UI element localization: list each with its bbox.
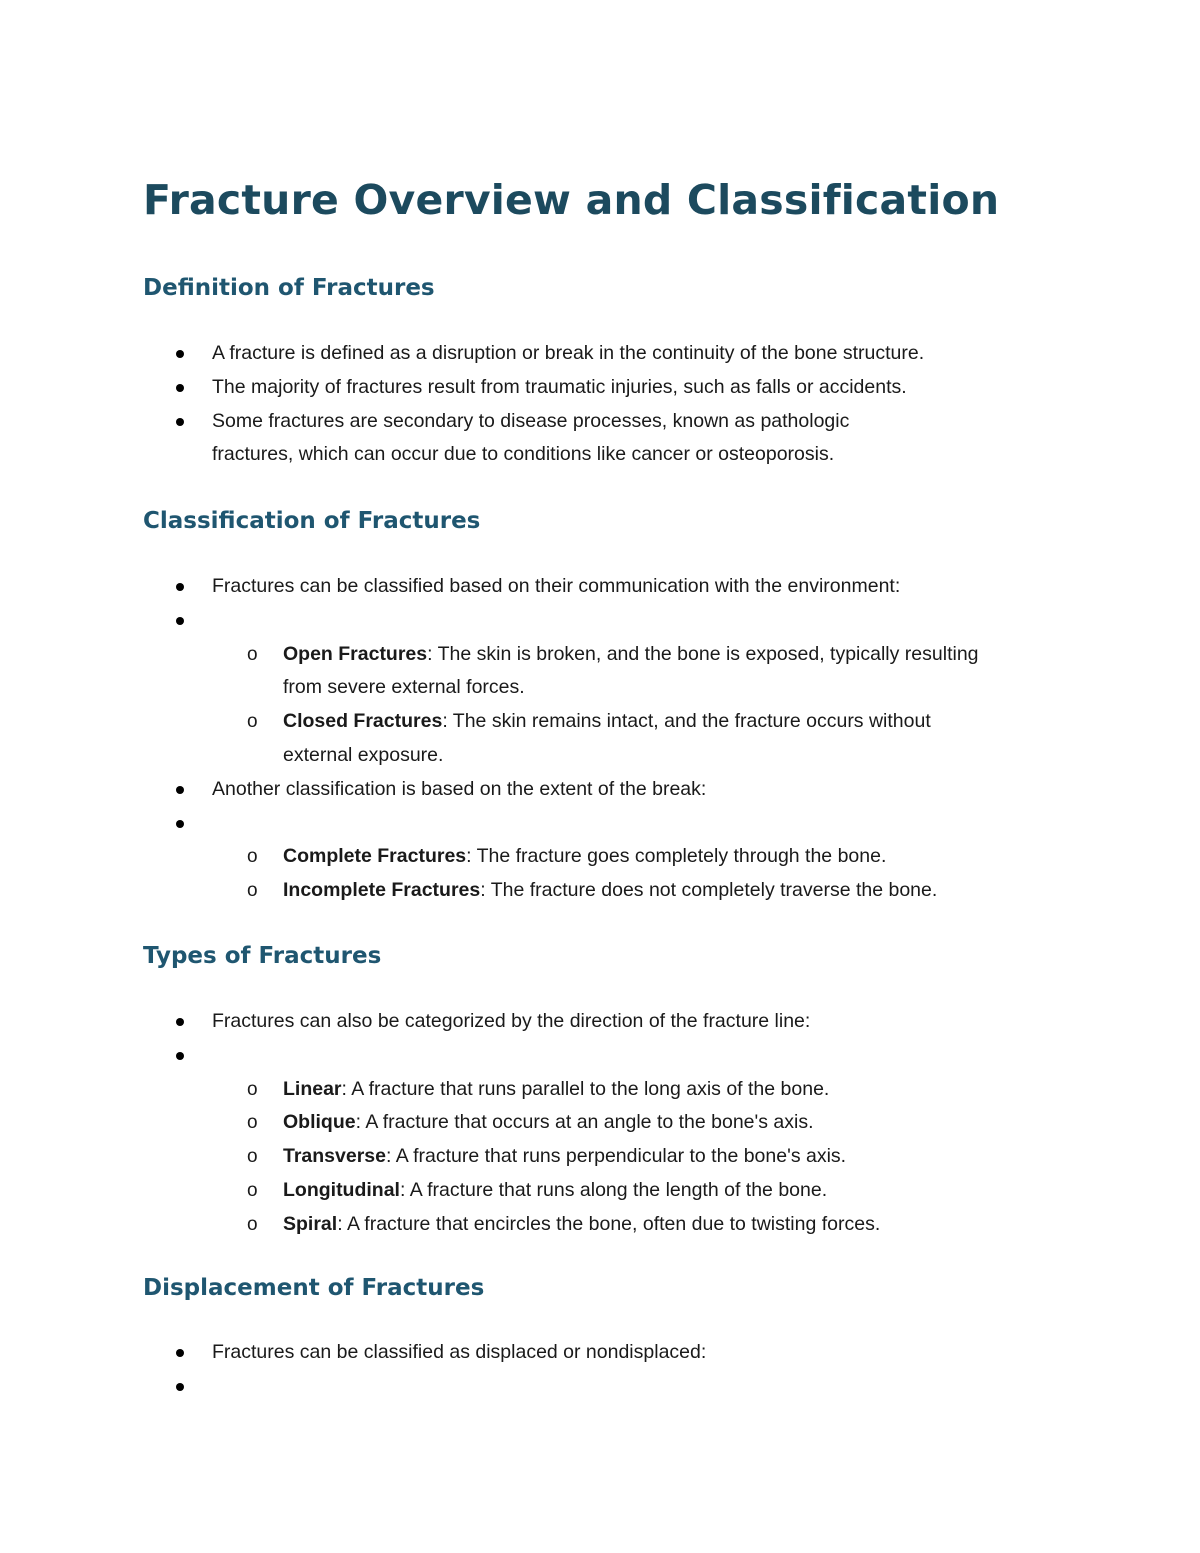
sublist-container [143,840,1063,908]
circle-bullet-icon: o [247,1078,258,1100]
bullet-icon [176,1383,184,1391]
sub-list-item: o Longitudinal: A fracture that runs along the length of the bone. [283,1174,1063,1208]
circle-bullet-icon: o [247,1146,258,1168]
circle-bullet-icon: o [247,1213,258,1235]
section-heading-displacement: Displacement of Fractures [143,1275,485,1301]
circle-bullet-icon: o [247,1179,258,1201]
classification-list [143,570,1063,908]
sublist [247,638,1063,773]
bullet-icon [176,418,184,426]
sublist [247,1073,1063,1242]
document-title: Fracture Overview and Classification [143,176,1000,224]
sub-list-item: o Incomplete Fractures: The fracture does not completely traverse the bone. [283,874,1063,908]
circle-bullet-icon: o [247,846,258,868]
section-heading-definition: Definition of Fractures [143,275,435,301]
list-item: Fractures can also be categorized by the direction of the fracture line: [143,1005,1063,1039]
bullet-icon [176,820,184,828]
sub-list-item: o Spiral: A fracture that encircles the bone, often due to twisting forces. [283,1208,1063,1242]
sublist-container [143,1073,1063,1242]
list-item [143,807,1063,841]
section-heading-types: Types of Fractures [143,943,382,969]
section-heading-classification: Classification of Fractures [143,508,481,534]
definition-list [143,337,1063,472]
bullet-icon [176,1052,184,1060]
list-item [143,604,1063,638]
list-item [143,1039,1063,1073]
list-item: The majority of fractures result from traumatic injuries, such as falls or accidents. [143,371,1063,405]
list-item: Another classification is based on the extent of the break: [143,773,1063,807]
sub-list-item: o Closed Fractures: The skin remains intact, and the fracture occurs without external exposure. [283,705,1003,773]
circle-bullet-icon: o [247,711,258,733]
list-item: Fractures can be classified as displaced or nondisplaced: [143,1336,1063,1370]
list-item [143,1370,1063,1404]
sub-list-item: o Linear: A fracture that runs parallel to the long axis of the bone. [283,1073,1063,1107]
sublist [247,840,1063,908]
bullet-icon [176,786,184,794]
sub-list-item: o Open Fractures: The skin is broken, and the bone is exposed, typically resulting from severe external forces. [283,638,1003,706]
bullet-icon [176,583,184,591]
circle-bullet-icon: o [247,643,258,665]
displacement-list [143,1336,1063,1404]
list-item: Fractures can be classified based on their communication with the environment: [143,570,1063,604]
list-item: A fracture is defined as a disruption or break in the continuity of the bone structure. [143,337,1063,371]
circle-bullet-icon: o [247,880,258,902]
sub-list-item: o Oblique: A fracture that occurs at an angle to the bone's axis. [283,1106,1063,1140]
bullet-icon [176,617,184,625]
sublist-container [143,638,1063,773]
list-item: Some fractures are secondary to disease processes, known as pathologic fractures, which can occur due to conditions like cancer or osteoporosis. [143,405,1063,473]
sub-list-item: o Transverse: A fracture that runs perpendicular to the bone's axis. [283,1140,1063,1174]
bullet-icon [176,1349,184,1357]
bullet-icon [176,350,184,358]
bullet-icon [176,1018,184,1026]
bullet-icon [176,384,184,392]
sub-list-item: o Complete Fractures: The fracture goes completely through the bone. [283,840,1063,874]
types-list [143,1005,1063,1242]
circle-bullet-icon: o [247,1112,258,1134]
